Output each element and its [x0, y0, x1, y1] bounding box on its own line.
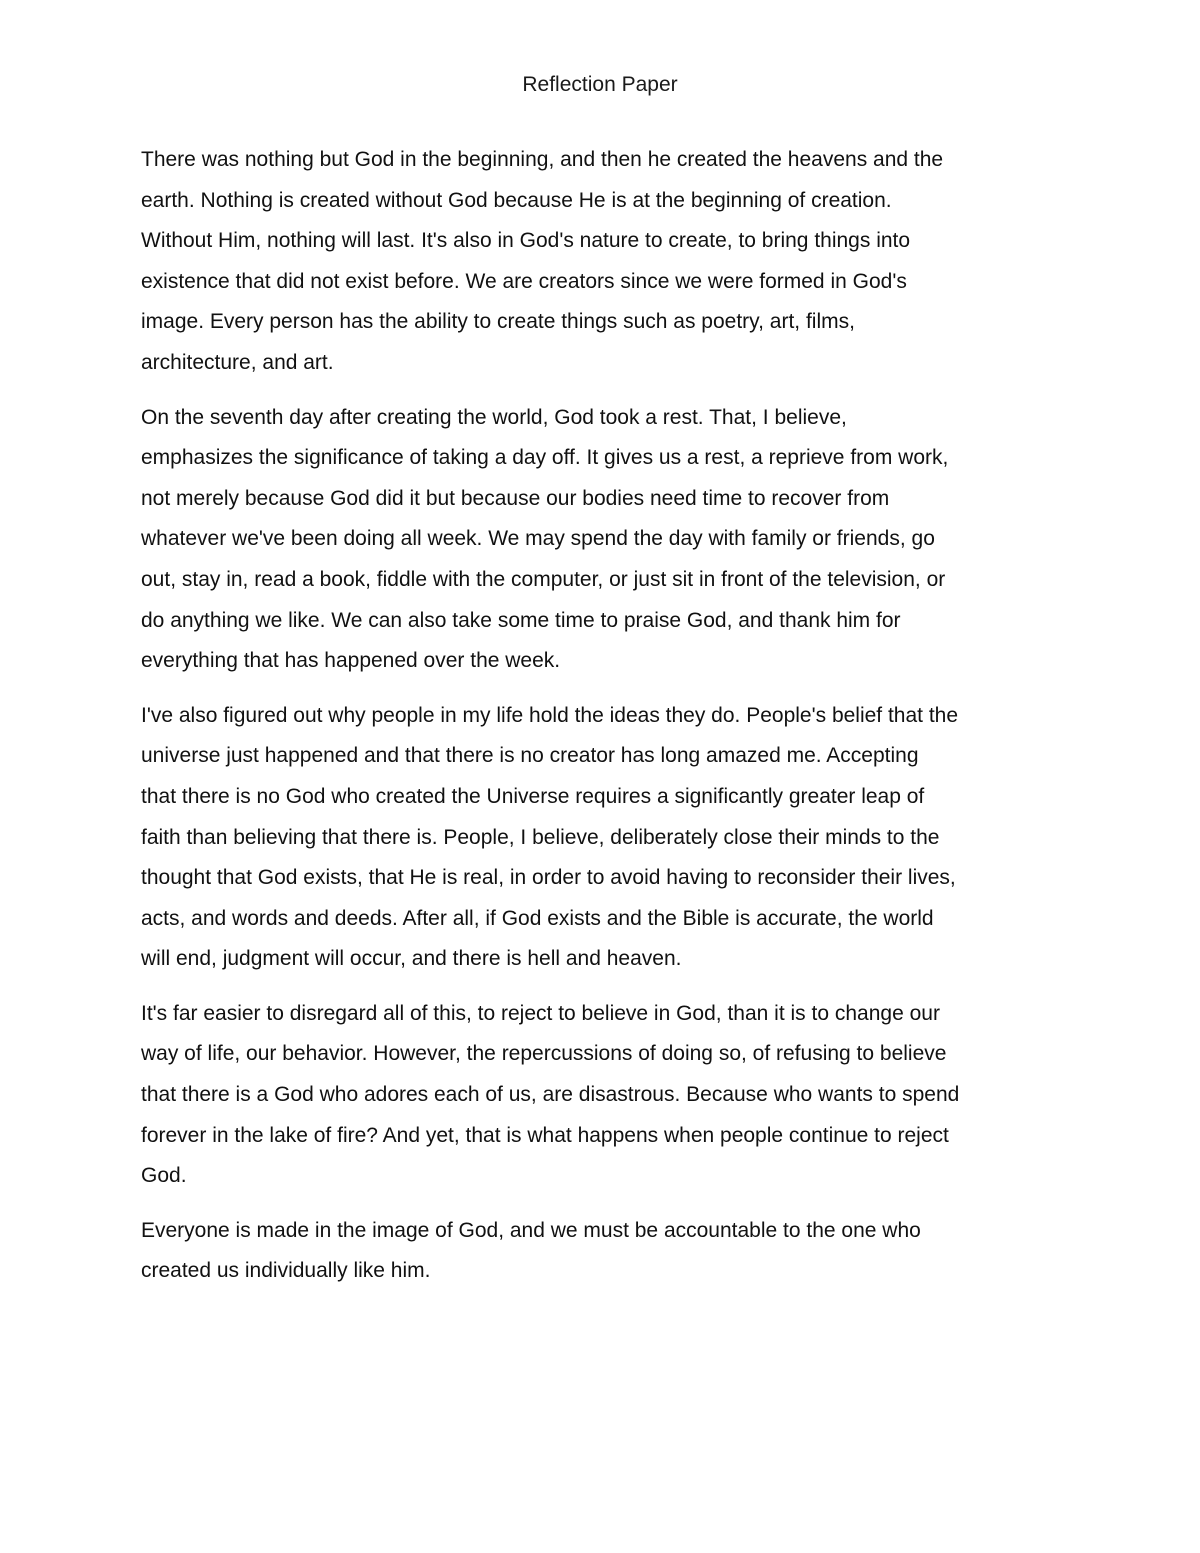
document-title: Reflection Paper	[522, 73, 678, 96]
text-line: faith than believing that there is. People, I believe, deliberately close their minds to the	[141, 825, 940, 849]
text-line: created us individually like him.	[141, 1259, 431, 1283]
text-line: There was nothing but God in the beginning, and then he created the heavens and the	[141, 148, 944, 171]
text-line: earth. Nothing is created without God because He is at the beginning of creation.	[141, 188, 892, 212]
text-line: that there is a God who adores each of us, are disastrous. Because who wants to spend	[141, 1083, 960, 1107]
text-line: that there is no God who created the Universe requires a significantly greater leap of	[141, 784, 925, 808]
text-line: universe just happened and that there is no creator has long amazed me. Accepting	[141, 744, 919, 768]
text-line: will end, judgment will occur, and there is hell and heaven.	[141, 947, 682, 971]
paragraph	[141, 140, 1071, 384]
text-line: emphasizes the significance of taking a day off. It gives us a rest, a reprieve from work,	[141, 446, 949, 470]
document-body	[141, 140, 1071, 1306]
text-line: architecture, and art.	[141, 350, 334, 374]
paragraph	[141, 994, 1071, 1197]
text-line: everything that has happened over the week.	[141, 649, 561, 673]
paragraph	[141, 398, 1071, 682]
text-line: whatever we've been doing all week. We may spend the day with family or friends, go	[141, 527, 935, 551]
text-line: do anything we like. We can also take some time to praise God, and thank him for	[141, 608, 901, 632]
text-line: existence that did not exist before. We are creators since we were formed in God's	[141, 269, 907, 293]
text-line: not merely because God did it but because our bodies need time to recover from	[141, 486, 890, 510]
text-line: It's far easier to disregard all of this, to reject to believe in God, than it is to change our	[141, 1001, 940, 1025]
text-line: image. Every person has the ability to create things such as poetry, art, films,	[141, 310, 855, 334]
text-line: out, stay in, read a book, fiddle with the computer, or just sit in front of the television, or	[141, 567, 946, 591]
text-line: On the seventh day after creating the world, God took a rest. That, I believe,	[141, 405, 847, 429]
paragraph	[141, 1211, 1071, 1292]
text-line: thought that God exists, that He is real, in order to avoid having to reconsider their lives,	[141, 866, 956, 890]
paragraph	[141, 696, 1071, 980]
text-line: Everyone is made in the image of God, and we must be accountable to the one who	[141, 1218, 921, 1242]
text-line: God.	[141, 1164, 187, 1188]
text-line: Without Him, nothing will last. It's also in God's nature to create, to bring things into	[141, 229, 911, 253]
text-line: way of life, our behavior. However, the repercussions of doing so, of refusing to believe	[141, 1042, 947, 1066]
text-line: forever in the lake of fire? And yet, that is what happens when people continue to reject	[141, 1123, 949, 1147]
text-line: I've also figured out why people in my life hold the ideas they do. People's belief that the	[141, 703, 959, 727]
text-line: acts, and words and deeds. After all, if God exists and the Bible is accurate, the world	[141, 906, 934, 930]
